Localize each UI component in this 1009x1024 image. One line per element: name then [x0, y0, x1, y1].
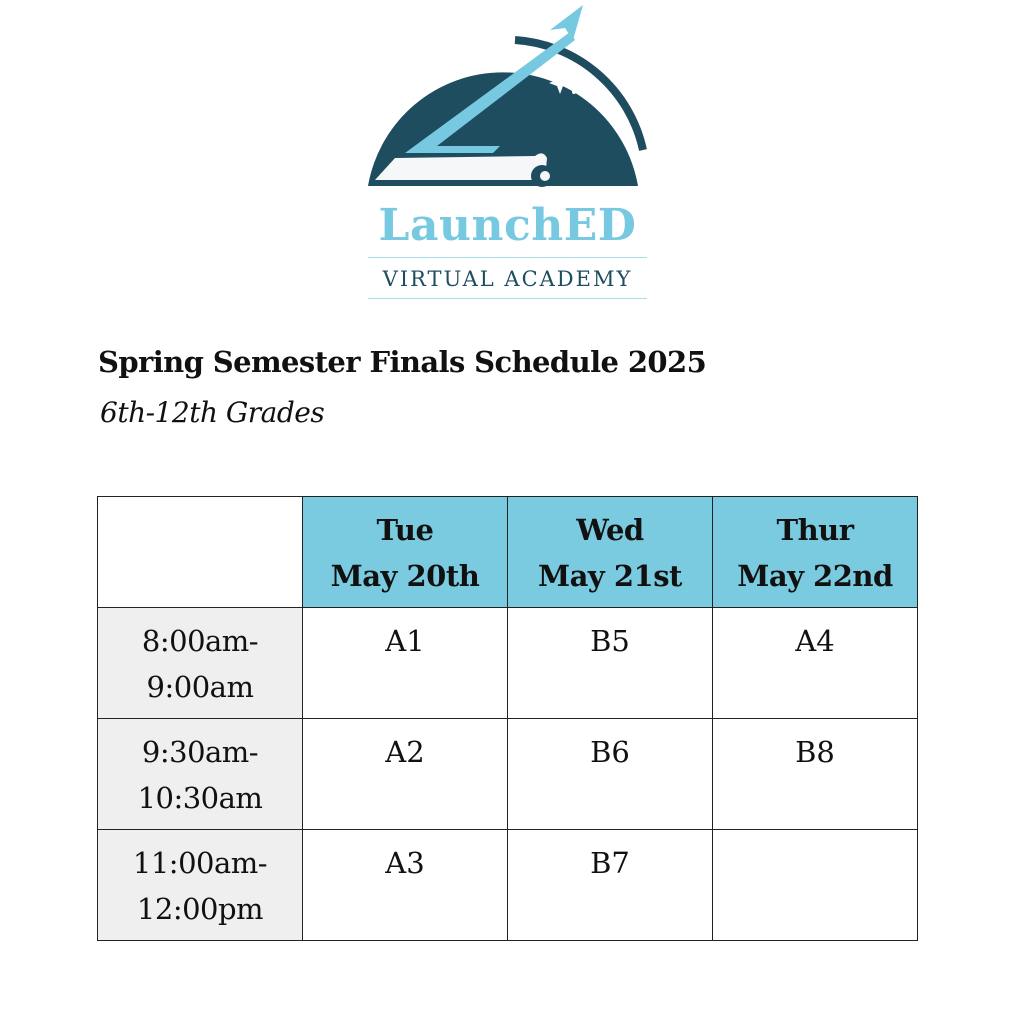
column-header-tue: [303, 497, 508, 608]
day-label: Thur: [776, 513, 854, 547]
time-slot: [98, 830, 303, 941]
date-label: May 20th: [330, 559, 480, 593]
header-row: [98, 497, 918, 608]
exam-cell: B7: [508, 830, 713, 941]
time-start: 8:00am-: [141, 624, 259, 658]
time-end: 9:00am: [146, 670, 254, 704]
time-end: 12:00pm: [136, 892, 264, 926]
time-end: 10:30am: [137, 781, 263, 815]
brand-name: LaunchED: [378, 200, 637, 251]
exam-cell: A4: [713, 608, 918, 719]
exam-cell: B5: [508, 608, 713, 719]
day-label: Tue: [376, 513, 434, 547]
brand-subtitle: VIRTUAL ACADEMY: [382, 267, 633, 291]
exam-cell-empty: [713, 830, 918, 941]
column-header-thur: [713, 497, 918, 608]
corner-cell: [98, 497, 303, 608]
brand-divider-top: [368, 257, 647, 258]
exam-cell: A3: [303, 830, 508, 941]
brand-divider-bottom: [368, 298, 647, 299]
table-row: [98, 830, 918, 941]
launched-logo: [365, 0, 650, 305]
time-start: 11:00am-: [132, 846, 268, 880]
time-slot: [98, 719, 303, 830]
day-label: Wed: [576, 513, 644, 547]
exam-cell: A1: [303, 608, 508, 719]
rocket-dome-icon: [365, 0, 650, 200]
exam-cell: A2: [303, 719, 508, 830]
table-row: [98, 719, 918, 830]
exam-cell: B8: [713, 719, 918, 830]
column-header-wed: [508, 497, 713, 608]
date-label: May 22nd: [737, 559, 893, 593]
time-slot: [98, 608, 303, 719]
document-title: Spring Semester Finals Schedule 2025: [98, 345, 707, 379]
time-start: 9:30am-: [141, 735, 259, 769]
exam-cell: B6: [508, 719, 713, 830]
finals-schedule-table: [97, 496, 918, 941]
table-row: [98, 608, 918, 719]
date-label: May 21st: [538, 559, 682, 593]
document-subtitle: 6th-12th Grades: [100, 396, 325, 429]
